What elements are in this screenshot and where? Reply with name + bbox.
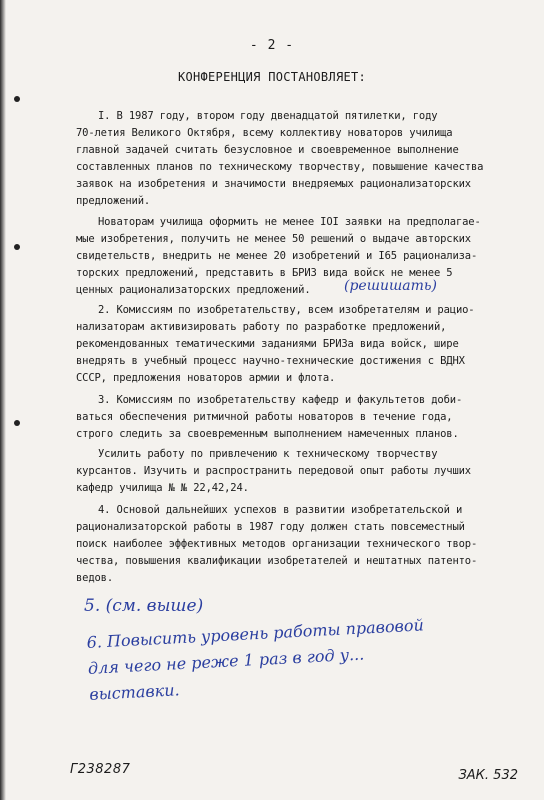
handwritten-item-6: 6. Повысить уровень работы правовой для чего не реже 1 раз в год у... выставки. — [86, 615, 425, 704]
paragraph-4: 3. Комиссиям по изобретательству кафедр и факультетов доби- ваться обеспечения ритмичной работы новаторов в течение года, строго следить за своевременным выполнением намеченных планов. — [76, 394, 463, 440]
handwritten-item-5: 5. (см. выше) — [84, 596, 204, 616]
section-heading: КОНФЕРЕНЦИЯ ПОСТАНОВЛЯЕТ: — [177, 70, 367, 84]
punch-hole — [14, 420, 20, 426]
archive-number: Г238287 — [70, 762, 131, 777]
paragraph-2: Новаторам училища оформить не менее IOI заявки на предполагае- мые изобретения, получить не менее 50 решений о выдаче авторских свидетельств, внедрить не менее 20 изобретений и I65 рационализа- торских предложений, представить в БРИЗ вида войск не менее 5 ценных рационализаторских предложений. — [76, 216, 481, 296]
punch-hole — [14, 244, 20, 250]
paragraph-5: Усилить работу по привлечению к техническому творчеству курсантов. Изучить и распространить передовой опыт работы лучших кафедр училища № № 22,42,24. — [76, 448, 471, 494]
scan-edge-shadow — [0, 0, 6, 800]
paragraph-6: 4. Основой дальнейших успехов в развитии изобретательской и рационализаторской работы в 1987 году должен стать повсеместный поиск наиболее эффективных методов организации технического твор- чества, повышения квалификации изобретателей и нештатных патенто- ведов. — [76, 504, 478, 584]
punch-hole — [14, 96, 20, 102]
page-number: - 2 - — [249, 38, 295, 53]
paragraph-3: 2. Комиссиям по изобретательству, всем изобретателям и рацио- нализаторам активизировать работу по разработке предложений, рекомендованных тематическими заданиями БРИЗа вида войск, шире внедрять в учебный процесс научно-технические достижения с ВДНХ СССР, предложения новаторов армии и флота. — [76, 304, 475, 384]
order-number: ЗАК. 532 — [458, 768, 518, 783]
paragraph-1: I. В 1987 году, втором году двенадцатой пятилетки, году 70-летия Великого Октября, всему коллективу новаторов училища главной задачей считать безусловное и своевременное выполнение составленных планов по техническому творчеству, повышение качества заявок на изобретения и значимости внедряемых рационализаторских предложений. — [76, 110, 484, 207]
handwritten-note-inline: (решишать) — [344, 278, 437, 294]
